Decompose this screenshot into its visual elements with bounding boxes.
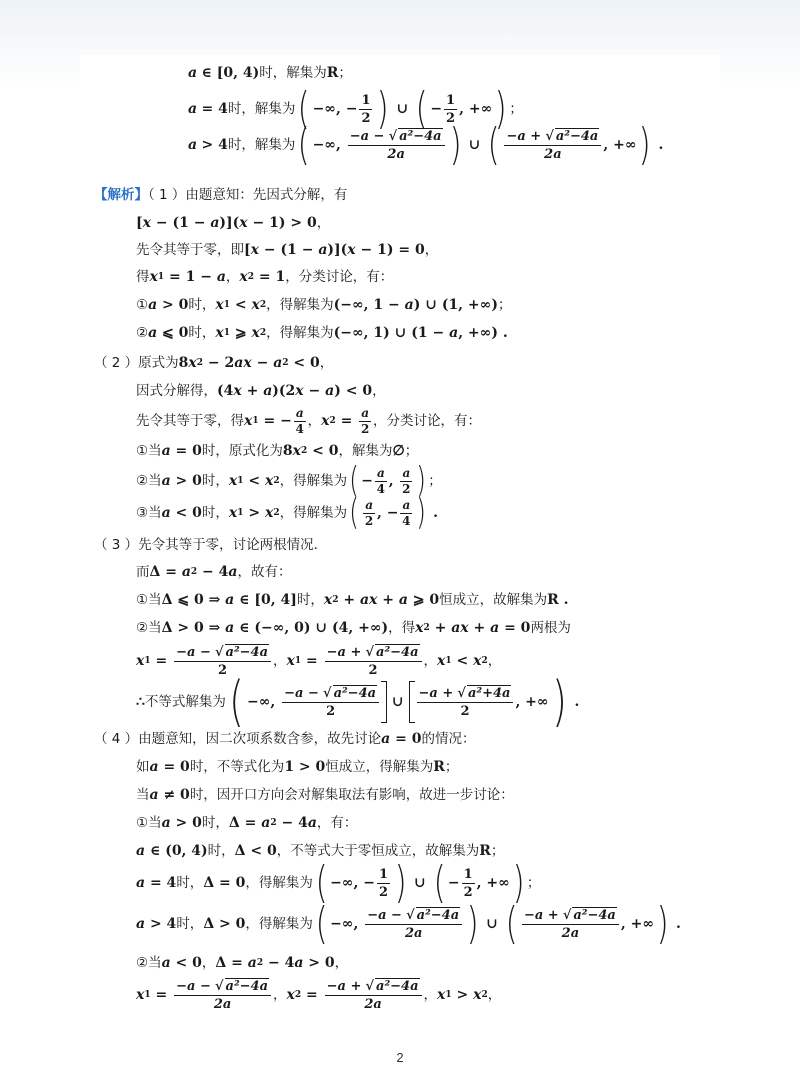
p4-line-4: ①当a > 0时，Δ = a2 − 4a，有： [136, 815, 358, 831]
p1-line-3: 先令其等于零，即[x − (1 − a)](x − 1) = 0， [136, 242, 439, 258]
p4-line-3: 当a ≠ 0时，因开口方向会对解集取法有影响，故进一步讨论： [136, 787, 514, 803]
p4-line-9: x1 = $\frac{\text{−a − √ a²−4a}}{2a}$ ，x2 = $\frac{\text{−a + √ a²−4a}}{2a}$ ，x1 > x2， [136, 979, 502, 1012]
p4-line-2: 如a = 0时，不等式化为1 > 0恒成立，得解集为R； [136, 759, 459, 775]
p1-case-1: ①a > 0时，x1 < x2，得解集为(−∞, 1 − a) ∪ (1, +∞)； [136, 297, 512, 313]
p4-line-8: ②当a < 0，Δ = a2 − 4a > 0， [136, 955, 349, 971]
answer-line-2: a = 4时，解集为( −∞, − $\frac{1}{2}$ ) ∪ ( − $\frac{1}{2}$ , +∞) ； [188, 83, 523, 134]
analysis-tag: 【解析】 [94, 187, 148, 203]
p2-line-2: 因式分解得，(4x + a)(2x − a) < 0， [136, 383, 386, 399]
p4-line-7: a > 4时，Δ > 0，得解集为( −∞, $\frac{\text{−a − √ a²−4a}}{2a}$ ) ∪ ( $\frac{\text{−a + √ a²−4a}}{2a}$ , +∞) . [136, 898, 681, 949]
answer-line-1: a ∈ [0, 4)时，解集为R； [188, 65, 352, 81]
p3-roots: x1 = $\frac{\text{−a − √ a²−4a}}{2}$ ，x1 = $\frac{\text{−a + √ a²−4a}}{2}$ ，x1 < x2， [136, 645, 502, 678]
answer-line-3: a > 4时，解集为( −∞, $\frac{\text{−a − √ a²−4a}}{2a}$ ) ∪ ( $\frac{\text{−a + √ a²−4a}}{2a}$ , +∞) . [188, 119, 664, 170]
page-number: 2 [396, 1050, 404, 1065]
p3-solution: ∴不等式解集为( −∞, $\frac{\text{−a − √ a²−4a}}{2}$ ∪ $\frac{\text{−a + √ a²+4a}}{2}$ , +∞) . [136, 670, 580, 733]
p3-case-1: ①当Δ ⩽ 0 ⇒ a ∈ [0, 4]时，x2 + ax + a ⩾ 0恒成立，故解集为R . [136, 592, 569, 608]
p3-line-2: 而Δ = a2 − 4a，故有： [136, 564, 292, 580]
p3-case-2: ②当Δ > 0 ⇒ a ∈ (−∞, 0) ∪ (4, +∞)，得x2 + ax + a = 0两根为 [136, 620, 571, 636]
p2-line-3: 先令其等于零，得x1 = − $\frac{a}{4}$ ，x2 = $\frac{a}{2}$ ，分类讨论，有： [136, 405, 482, 436]
analysis-part-3-heading: （ 3 ）先令其等于零，讨论两根情况． [94, 537, 328, 553]
analysis-part-1-heading: 【解析】（ 1 ）由题意知：先因式分解，有 [94, 187, 348, 203]
p4-line-5: a ∈ (0, 4)时，Δ < 0，不等式大于零恒成立，故解集为R； [136, 843, 505, 859]
document-page [80, 55, 720, 1015]
p2-case-3: ③当a < 0时，x1 > x2，得解集为( $\frac{a}{2}$ , − $\frac{a}{4}$ ) . [136, 492, 439, 533]
analysis-part-2-heading: （ 2 ）原式为8x2 − 2ax − a2 < 0， [94, 355, 334, 371]
p1-case-2: ②a ⩽ 0时，x1 ⩾ x2，得解集为(−∞, 1) ∪ (1 − a, +∞) . [136, 325, 508, 341]
p1-line-2: [x − (1 − a)](x − 1) > 0， [136, 215, 331, 231]
p1-line-4: 得x1 = 1 − a，x2 = 1，分类讨论，有： [136, 269, 394, 285]
p4-line-6: a = 4时，Δ = 0，得解集为( −∞, − $\frac{1}{2}$ ) ∪ ( − $\frac{1}{2}$ , +∞) ； [136, 857, 541, 908]
p2-case-1: ①当a = 0时，原式化为8x2 < 0，解集为∅； [136, 443, 419, 459]
analysis-part-4-heading: （ 4 ）由题意知，因二次项系数含参，故先讨论a = 0的情况： [94, 731, 476, 747]
p2-case-2: ②当a > 0时，x1 < x2，得解集为( − $\frac{a}{4}$ , $\frac{a}{2}$ ) ； [136, 460, 442, 501]
